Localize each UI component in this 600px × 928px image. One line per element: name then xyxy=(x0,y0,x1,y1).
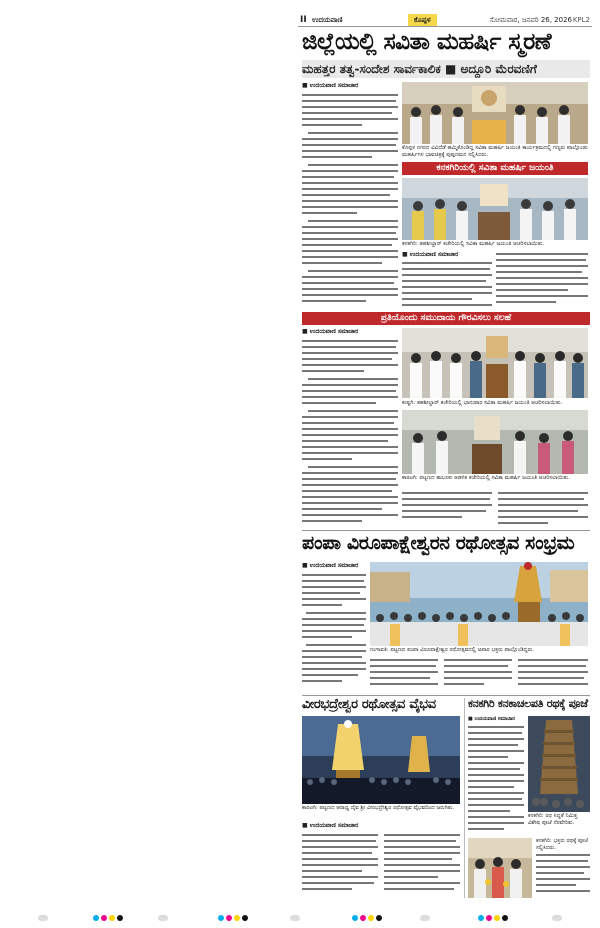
story4-photo2 xyxy=(468,838,532,898)
story2-byline: ■ ಉದಯವಾಣಿ ಸಮಾಚಾರ xyxy=(302,562,359,569)
story2-headline: ಪಂಪಾ ವಿರೂಪಾಕ್ಷೇಶ್ವರನ ರಥೋತ್ಸವ ಸಂಭ್ರಮ xyxy=(302,534,575,554)
story4-headline: ಕನಕಗಿರಿ ಕನಕಾಚಲಪತಿ ರಥಕ್ಕೆ ಪೂಜೆ xyxy=(468,698,588,710)
story1-photo4-caption: ಕಾರಟಗಿ: ಪಟ್ಟಣದ ತಾಲೂಕು ಆಡಳಿತ ಕಚೇರಿಯಲ್ಲಿ ಸವಿತಾ ಮಹರ್ಷಿ ಜಯಂತಿ ಆಚರಿಸಲಾಯಿತು. xyxy=(402,475,570,481)
story1-red-subhead-1: ಕನಕಗಿರಿಯಲ್ಲಿ ಸವಿತಾ ಮಹರ್ಷಿ ಜಯಂತಿ xyxy=(402,162,588,175)
story-divider xyxy=(302,530,590,531)
newspaper-page xyxy=(298,14,592,902)
story2-body-text xyxy=(302,572,366,686)
story4-body-text xyxy=(468,724,524,832)
story1-photo2-caption: ಕನಕಗಿರಿ: ತಹಶೀಲ್ದಾರ್ ಕಚೇರಿಯಲ್ಲಿ ಸವಿತಾ ಮಹರ್ಷಿ ಜಯಂತಿ ಆಚರಿಸಲಾಯಿತು. xyxy=(402,241,545,247)
page-marker: II xyxy=(300,15,307,25)
story4-body-text-2 xyxy=(536,852,590,896)
story3-headline: ವೀರಭದ್ರೇಶ್ವರ ರಥೋತ್ಸವ ವೈಭವ xyxy=(302,698,436,712)
story3-text-column xyxy=(302,822,460,898)
story1-photo3-caption: ಕುಷ್ಟಗಿ: ತಹಶೀಲ್ದಾರ್ ಕಚೇರಿಯಲ್ಲಿ ಭಾನುವಾರ ಸವಿತಾ ಮಹರ್ಷಿ ಜಯಂತಿ ಆಚರಿಸಲಾಯಿತು. xyxy=(402,400,563,406)
issue-date: ಸೋಮವಾರ, ಜನವರಿ 26, 2026 xyxy=(489,16,572,24)
registration-mark xyxy=(420,915,430,921)
story2-text-column-2 xyxy=(370,657,588,691)
registration-dot-magenta xyxy=(101,915,107,921)
story1-text-column-4 xyxy=(302,328,398,528)
story1-text-column-3 xyxy=(496,251,588,309)
story3-body-text xyxy=(302,832,460,896)
registration-dot-black xyxy=(242,915,248,921)
story2-body-text-2 xyxy=(370,657,588,691)
registration-dot-magenta xyxy=(486,915,492,921)
section-label: ಕೊಪ್ಪಳ xyxy=(408,14,437,26)
story4-byline: ■ ಉದಯವಾಣಿ ಸಮಾಚಾರ xyxy=(468,716,515,722)
registration-dot-cyan xyxy=(478,915,484,921)
story1-body-text-4 xyxy=(302,338,398,524)
story2-photo-caption: ಗಂಗಾವತಿ: ಪಟ್ಟಣದ ಪಂಪಾ ವಿರೂಪಾಕ್ಷೇಶ್ವರ ರಥೋತ್ಸವದಲ್ಲಿ ಅಪಾರ ಭಕ್ತರು ಪಾಲ್ಗೊಂಡಿದ್ದರು. xyxy=(370,647,534,653)
story3-byline: ■ ಉದಯವಾಣಿ ಸಮಾಚಾರ xyxy=(302,822,359,829)
registration-mark xyxy=(552,915,562,921)
story1-byline-2: ■ ಉದಯವಾಣಿ ಸಮಾಚಾರ xyxy=(402,251,459,258)
registration-dot-black xyxy=(376,915,382,921)
registration-dot-magenta xyxy=(360,915,366,921)
story1-photo4 xyxy=(402,410,588,474)
story1-subhead: ಮಹತ್ತರ ತತ್ವ-ಸಂದೇಶ ಸಾರ್ವಕಾಲಿಕ ■ ಅದ್ದೂರಿ ಮೆರವಣಿಗೆ xyxy=(302,60,590,78)
story4-photo2-caption: ಕನಕಗಿರಿ: ಭಕ್ತರು ರಥಕ್ಕೆ ಪೂಜೆ ಸಲ್ಲಿಸಿದರು. xyxy=(536,838,588,851)
story4-text-column-2 xyxy=(536,838,590,898)
story4-photo1-caption: ಕನಕಗಿರಿ: ರಥ ಸಿದ್ಧತೆ ನಿಮಿತ್ತ ವಿಶೇಷ ಪೂಜೆ ನೆರವೇರಿತು. xyxy=(528,813,578,826)
registration-dot-yellow xyxy=(109,915,115,921)
registration-dot-yellow xyxy=(368,915,374,921)
story3-photo-caption: ಕಾರಟಗಿ: ಪಟ್ಟಣದ ಆರಾಧ್ಯ ದೈವ ಶ್ರೀ ವೀರಭದ್ರೇಶ್ವರ ರಥೋತ್ಸವ ವೈಭವದಿಂದ ಜರುಗಿತು. xyxy=(302,805,455,811)
story1-red-subhead-2: ಪ್ರತಿಯೊಂದು ಸಮುದಾಯ ಗೌರವಿಸಲು ಸಲಹೆ xyxy=(302,312,590,325)
story1-photo1 xyxy=(402,82,588,144)
story1-byline: ■ ಉದಯವಾಣಿ ಸಮಾಚಾರ xyxy=(302,82,359,89)
story1-body-text-2 xyxy=(402,261,492,309)
story-divider xyxy=(302,695,590,696)
registration-mark xyxy=(38,915,48,921)
registration-dot-cyan xyxy=(218,915,224,921)
story1-headline: ಜಿಲ್ಲೆಯಲ್ಲಿ ಸವಿತಾ ಮಹರ್ಷಿ ಸ್ಮರಣೆ xyxy=(302,30,552,55)
registration-dot-black xyxy=(502,915,508,921)
story1-photo2 xyxy=(402,178,588,240)
story4-text-column xyxy=(468,716,524,836)
page-code: KPL2 xyxy=(572,16,590,24)
story2-photo xyxy=(370,562,588,646)
story2-text-column xyxy=(302,562,366,690)
registration-mark xyxy=(158,915,168,921)
registration-mark xyxy=(290,915,300,921)
registration-dot-yellow xyxy=(494,915,500,921)
story3-photo xyxy=(302,716,460,804)
story1-text-column xyxy=(302,82,398,310)
story1-body-text-5 xyxy=(402,490,588,526)
story4-photo1 xyxy=(528,716,590,812)
story1-byline-3: ■ ಉದಯವಾಣಿ ಸಮಾಚಾರ xyxy=(302,328,359,335)
column-divider xyxy=(464,698,465,898)
story1-photo1-caption: ಕೊಪ್ಪಳ ನಗರದ ವಿವಿಧೆಡೆ ಹಮ್ಮಿಕೊಂಡಿದ್ದ ಸವಿತಾ ಮಹರ್ಷಿ ಜಯಂತಿ ಕಾರ್ಯಕ್ರಮದಲ್ಲಿ ಗಣ್ಯರು ಪಾಲ್ಗೊಂಡು ಮಹರ್ಷಿಗಳ ಭಾವಚಿತ್ರಕ್ಕೆ ಪುಷ್ಪನಮನ ಸಲ್ಲಿಸಿದರು. xyxy=(402,145,588,158)
registration-dot-cyan xyxy=(93,915,99,921)
paper-name: ಉದಯವಾಣಿ xyxy=(312,16,343,24)
story1-body-text-3 xyxy=(496,251,588,309)
story1-photo3 xyxy=(402,328,588,398)
story1-body-text xyxy=(302,92,398,306)
story1-text-column-2 xyxy=(402,251,492,309)
registration-dot-magenta xyxy=(226,915,232,921)
story1-text-column-5 xyxy=(402,490,588,526)
registration-dot-black xyxy=(117,915,123,921)
registration-dot-cyan xyxy=(352,915,358,921)
page-masthead xyxy=(298,14,592,27)
registration-dot-yellow xyxy=(234,915,240,921)
